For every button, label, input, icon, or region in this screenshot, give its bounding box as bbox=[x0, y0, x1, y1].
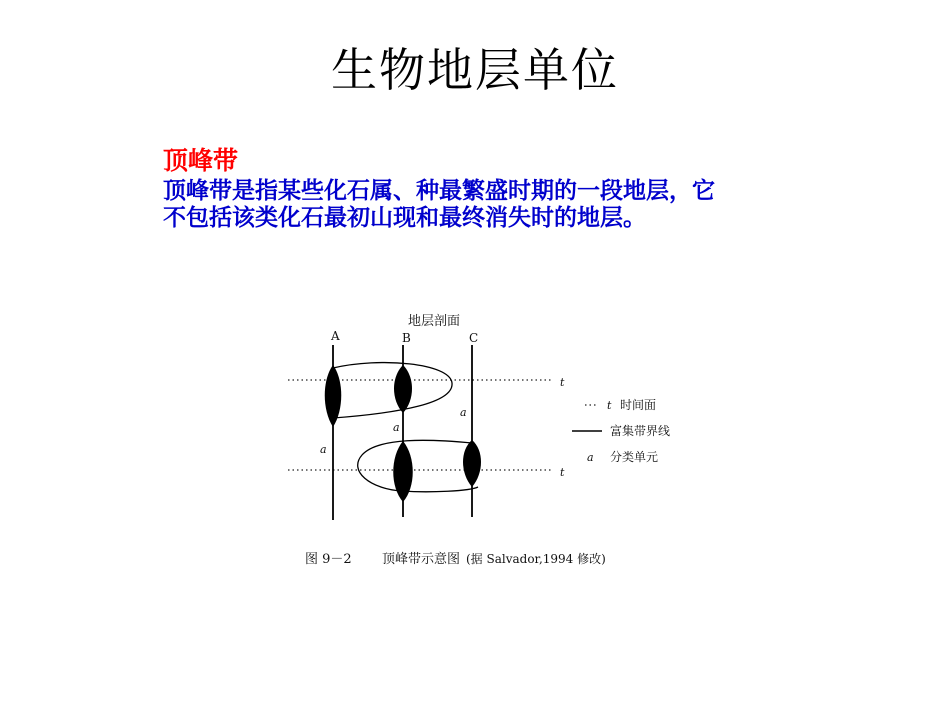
figure-caption-title: 顶峰带示意图 bbox=[382, 552, 461, 567]
column-label-b: B bbox=[402, 331, 411, 345]
column-label-a: A bbox=[331, 329, 340, 343]
figure-caption-source: (据 Salvador,1994 修改) bbox=[466, 552, 606, 566]
legend-taxon: 分类单元 bbox=[610, 450, 659, 464]
description-line-1: 顶峰带是指某些化石属、种最繁盛时期的一段地层，它 bbox=[163, 178, 715, 204]
legend-symbol-t: t bbox=[607, 399, 612, 412]
taxon-lens-b-lower bbox=[393, 441, 413, 502]
time-label-lower: t bbox=[560, 466, 565, 479]
section-heading: 顶峰带 bbox=[163, 146, 239, 175]
taxon-label-b: a bbox=[393, 421, 400, 434]
description-line-2: 不包括该类化石最初山现和最终消失时的地层。 bbox=[163, 205, 646, 231]
taxon-label-a: a bbox=[320, 443, 327, 456]
diagram-svg bbox=[280, 305, 700, 590]
figure-number: 图 9－2 bbox=[305, 552, 352, 567]
figure-header: 地层剖面 bbox=[408, 314, 461, 329]
legend-time-surface: 时间面 bbox=[620, 398, 657, 412]
taxon-lens-c bbox=[463, 440, 481, 487]
zone-boundary-lower bbox=[358, 440, 478, 491]
description-paragraph bbox=[163, 178, 813, 232]
legend-zone-boundary: 富集带界线 bbox=[610, 424, 671, 438]
time-label-upper: t bbox=[560, 376, 565, 389]
zone-boundary-upper bbox=[333, 363, 452, 418]
taxon-lens-b-upper bbox=[394, 365, 412, 413]
figure-legend bbox=[572, 397, 670, 464]
taxon-label-c: a bbox=[460, 406, 467, 419]
column-label-c: C bbox=[469, 331, 479, 345]
slide-title: 生物地层单位 bbox=[331, 43, 619, 97]
legend-symbol-a: a bbox=[587, 451, 594, 464]
acme-zone-diagram bbox=[280, 305, 700, 590]
